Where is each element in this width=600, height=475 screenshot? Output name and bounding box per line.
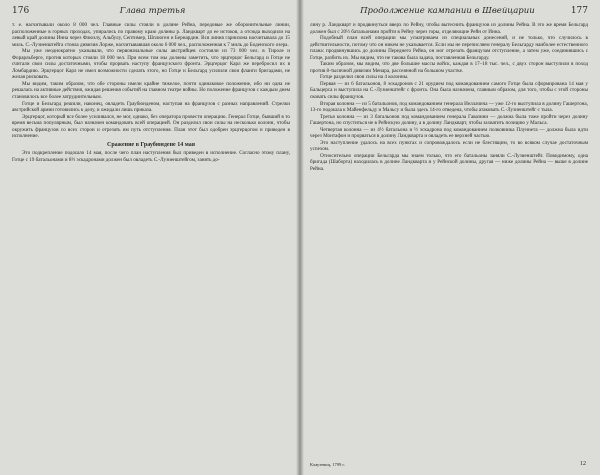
paragraph: Подобный план всей операции мы усматриваем из специальных донесений, и не только, что случилось в действительности, потому что он никем не указывается. Если мы не перечисляем генералу Бельгарду наиболее естественного плана: продвинувшись до долины Переднего Рейна, он мог отрезать французам отступление, а затем уже, соединившись с Готце, разбить их. Мы видим, что не такова была задача, поставленная Бельгарду. — [310, 35, 588, 61]
left-running-head: Глава третья — [119, 6, 186, 16]
paragraph: Это наступление удалось на всех пунктах и сопровождалось если не блестящим, то во всяком случае достаточным успехом. — [310, 139, 588, 153]
paragraph: т. е. насчитывали около 8 000 чел. Главные силы стояли в долине Рейна, передовые же оборонительные линии, расположенные в горных проходах, упирались по правому краю долины р. Ландкварт до ее истоков, а отсюда выходили на левый край долины Инна через Флюэлу, Альбулу, Септимер, Шплюген и Бернардин. Вся линия гарнизона насчитывала до 15 миль. С.-Лузиенштейга стояла дивизия Лорже, насчитывавшая около 6 000 чел., расположенная к 7 миль до Боденского озера. — [12, 22, 290, 48]
paragraph: Третья колонна — из 3 батальонов под командованием генерала Гавазини — должна была тоже пройти через долину Гашертона, но спуститься не в Рейнскую долину, а в долину Ландкварт, чтобы захватить позицию у Мальса. — [310, 113, 588, 127]
paragraph: Первая — из 6 батальонов, 8 эскадронов с 21 орудием под командованием самого Готце была сформирована 14 мая у Бальцерса и выступила на С.-Лузиенштейг с фронта. Она была назначена, главным образом, для того, чтобы с этой стороны сковать силы французов. — [310, 80, 588, 101]
paragraph: Мы видим, таким образом, что обе стороны имели крайне тяжелое, почти одинаковое положение, ибо ни одна не решалась на активные действия, ожидая решения событий на главном театре войны. Но положение французов с каждым днем становилось все более затруднительным. — [12, 80, 290, 101]
paragraph: Четвертая колонна — из 4½ батальона и ½ эскадрона под командованием полковника Плуннета — должна была идти через Монтафон и прорваться в долину Ландкварта и овладеть ее верхней частью. — [310, 126, 588, 140]
left-page-body — [12, 22, 290, 163]
paragraph: Это подкрепление подошло 14 мая, после чего план наступления был приведен в исполнение. Согласно этому плану, Готце с 19 батальонами и 8½ эскадронами должен был овладеть С.-Лузиенштейгом, занять до- — [12, 150, 290, 163]
right-page-number: 177 — [570, 6, 588, 16]
book-gutter — [296, 0, 304, 475]
paragraph: лину р. Ландкварт и продвинуться вверх по Рейну, чтобы вытеснить французов из долины Рейна. В это же время Бельгард должен был с 20½ батальонами пройти в Рейну через горы, отделяющие Рейн от Инна. — [310, 22, 588, 35]
paragraph: Готце разделил свои силы на 4 колонны. — [320, 74, 409, 81]
paragraph: Таким образом, мы видим, что две большие массы войск, каждая в 17–18 тыс. чел., с двух сторон выступили в поход против 8-тысячной дивизии Менара, рассеянной на большом участке. — [310, 61, 588, 74]
right-running-head: Продолжение кампании в Швейцарии — [360, 6, 535, 16]
paragraph: Мы уже неоднократно указывали, что первоначальные силы австрийцев состояли из 73 000 чел. в Тироле и Форарльберге, против которых стояли 18 000 чел. При всем том мы должны заметить, что эрцгерцог Бельгард и Готце не считали свои силы достаточными, чтобы прорвать наступу французского фронта. Эрцгерцог Карл же перебросил их в Ломбардию. Эрцгерцог Карл не имел возможности сделать этого, но Готце и Бельгард усилили свои фланги бригадами, не желая рисковать. — [12, 48, 290, 81]
paragraph: Относительно операции Бельгарда мы знаем только, что его батальоны заняли С.-Лузиенштейг. Повидимому, одна бригада (Шаборта) находилась в долине Ландкварта и у Рейнской долины, другая — ниже долины Рейна — выше в долине Рейна. — [310, 152, 588, 173]
paragraph: Готце и Бельгард решили, наконец, овладеть Граубюнденом, наступая на французов с разных направлений. Стрелки австрийской армии готовились к делу, и ожидали лишь приказа. — [12, 100, 290, 114]
signature-mark: 12 — [580, 461, 586, 467]
section-title: Сражение в Граубюндене 14 мая — [107, 141, 195, 148]
paragraph: Вторая колонна — из 5 батальонов, под командованием генерала Иеллачича — уже 12-го выступила в долину Гашертона, 13-го подошла к Майенфельду и Мальсу и была здесь 14-го отведена, чтобы атаковать С.-Лузиенштейг с тыла. — [310, 100, 588, 114]
right-page — [300, 0, 600, 475]
right-page-body — [310, 22, 588, 173]
left-page-header — [12, 6, 290, 18]
footnote: Клаузевиц, 1799 г. — [310, 462, 345, 467]
left-page-number: 176 — [12, 6, 30, 16]
right-page-header — [310, 6, 588, 18]
paragraph: Эрцгерцог, который все более усиливался, не мог, однако, без оператора провести операцию. Генерал Готце, бывший в то время весьма популярным, был назначен командовать всей операцией. Он разделил свои силы на несколько колонн, чтобы окружить французов со всех сторон и отрезать им путь отступления. План этот был одобрен эрцгерцогом и приведен в исполнение. — [12, 113, 290, 140]
